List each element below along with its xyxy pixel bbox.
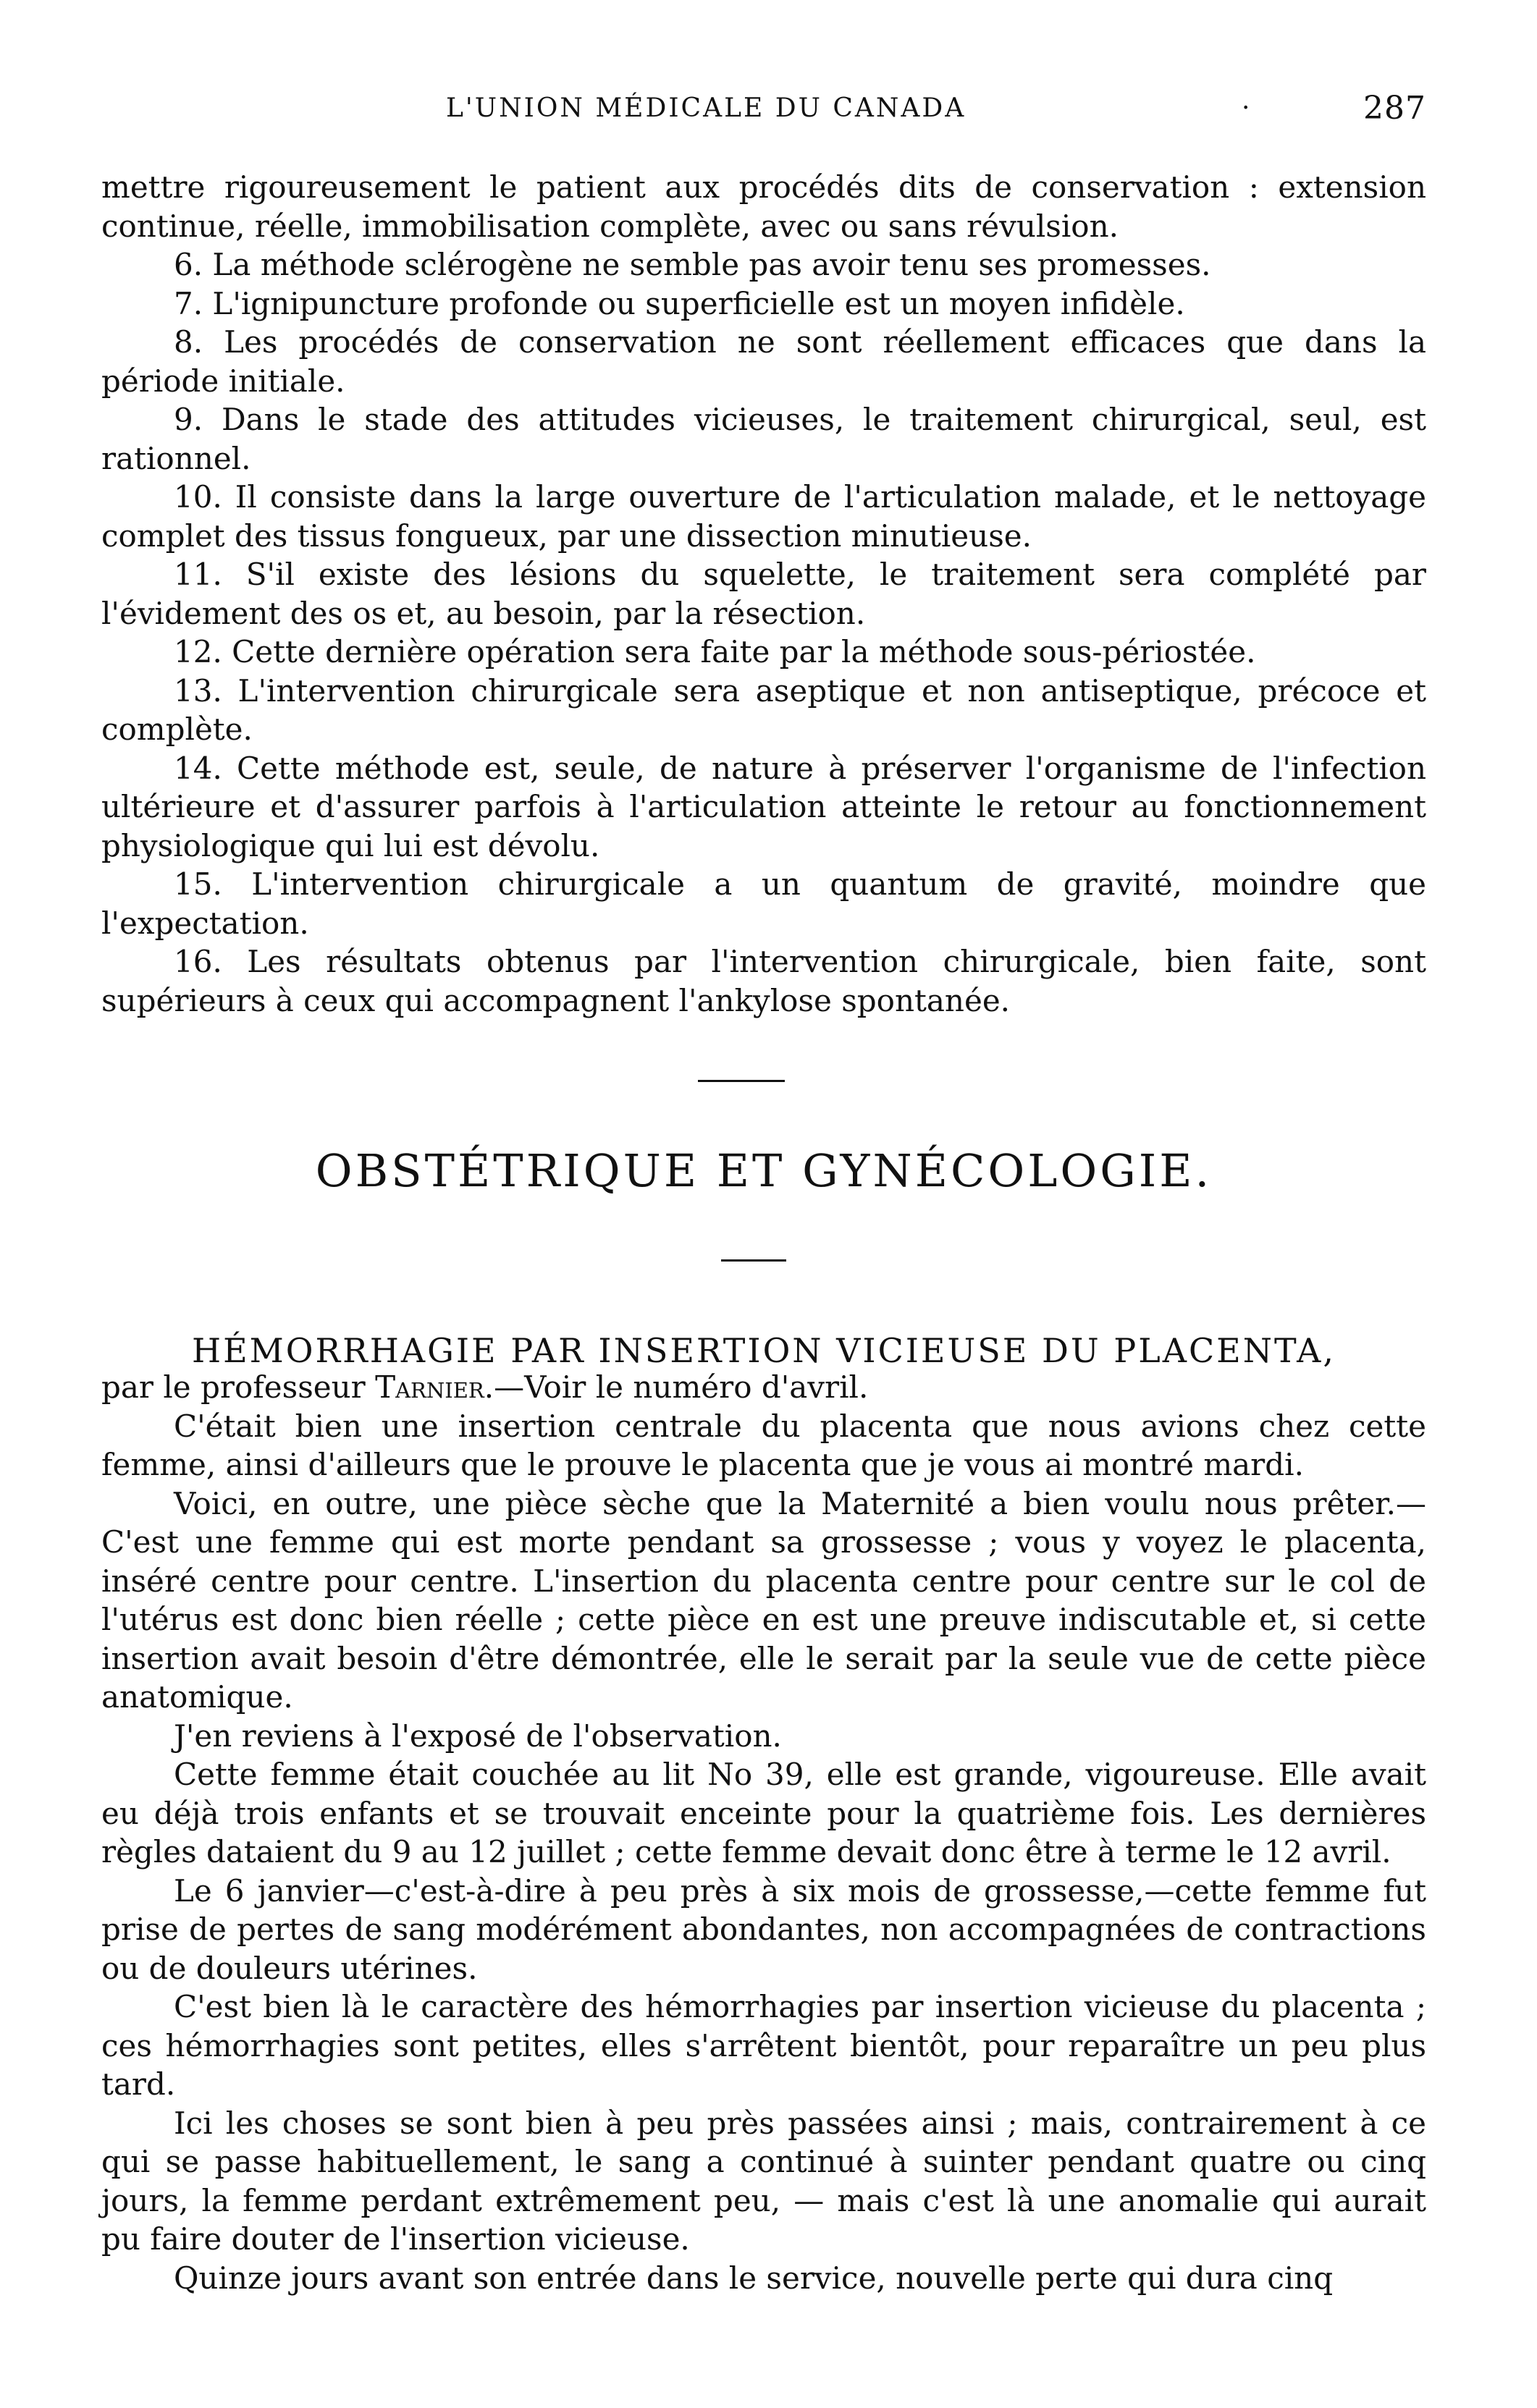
conclusion-item-9: 9. Dans le stade des attitudes vicieuses, le traitement chirurgical, seul, est rationnel. [101,402,1426,476]
paragraph-6: C'est bien là le caractère des hémorrhagies par insertion vicieuse du placenta ; ces hémorrhagies sont petites, elles s'arrêtent bientôt, pour reparaître un peu plus tard. [101,1989,1426,2102]
article-title: HÉMORRHAGIE PAR INSERTION VICIEUSE DU PLACENTA, [191,1331,1336,1370]
conclusion-item-16: 16. Les résultats obtenus par l'intervention chirurgicale, bien faite, sont supérieurs à ceux qui accompagnent l'ankylose spontanée. [101,944,1426,1018]
article-body [101,1368,1426,2297]
conclusion-item-14: 14. Cette méthode est, seule, de nature à préserver l'organisme de l'infection ultérieure et d'assurer parfois à l'articulation atteinte le retour au fonctionnement physiologique qui lui est dévolu. [101,750,1426,863]
byline-prefix: par le professeur [101,1369,366,1405]
paragraph-5: Le 6 janvier—c'est-à-dire à peu près à six mois de grossesse,—cette femme fut prise de pertes de sang modérément abondantes, non accompagnées de contractions ou de douleurs utérines. [101,1872,1426,1986]
paragraph-2: Voici, en outre, une pièce sèche que la Maternité a bien voulu nous prêter.— C'est une femme qui est morte pendant sa grossesse ; vous y voyez le placenta, inséré centre pour centre. L'insertion du placenta centre pour centre sur le col de l'utérus est donc bien réelle ; cette pièce en est une preuve indiscutable et, si cette insertion avait besoin d'être démontrée, elle le serait par la seule vue de cette pièce anatomique. [101,1485,1426,1715]
conclusion-item-13: 13. L'intervention chirurgicale sera aseptique et non antiseptique, précoce et complète. [101,672,1426,747]
journal-title: L'UNION MÉDICALE DU CANADA [446,93,967,123]
section-divider-top [698,1080,785,1082]
section-divider-bottom [721,1259,786,1262]
conclusion-item-6: 6. La méthode sclérogène ne semble pas avoir tenu ses promesses. [174,247,1211,282]
conclusion-item-15: 15. L'intervention chirurgicale a un quantum de gravité, moindre que l'expectation. [101,866,1426,941]
paragraph-4: Cette femme était couchée au lit No 39, elle est grande, vigoureuse. Elle avait eu déjà trois enfants et se trouvait enceinte pour la quatrième fois. Les dernières règles dataient du 9 au 12 juillet ; cette femme devait donc être à terme le 12 avril. [101,1757,1426,1870]
conclusion-item-11: 11. S'il existe des lésions du squelette, le traitement sera complété par l'évidement des os et, au besoin, par la résection. [101,557,1426,631]
paragraph-1: C'était bien une insertion centrale du placenta que nous avions chez cette femme, ainsi d'ailleurs que le prouve le placenta que je vous ai montré mardi. [101,1408,1426,1482]
conclusion-item-12: 12. Cette dernière opération sera faite par la méthode sous-périostée. [174,634,1256,669]
conclusion-intro: mettre rigoureusement le patient aux procédés dits de conservation : extension continue, réelle, immobilisation complète, avec ou sans révulsion. [101,169,1426,244]
conclusion-item-10: 10. Il consiste dans la large ouverture de l'articulation malade, et le nettoyage complet des tissus fongueux, par une dissection minutieuse. [101,479,1426,554]
page-number: 287 [1363,90,1426,127]
header-mark: · [1242,93,1252,123]
article-byline [101,1368,1426,1407]
paragraph-3: J'en reviens à l'exposé de l'observation. [174,1718,782,1754]
paragraph-7: Ici les choses se sont bien à peu près passées ainsi ; mais, contrairement à ce qui se passe habituellement, le sang a continué à suinter pendant quatre ou cinq jours, la femme perdant extrêmement peu, — mais c'est là une anomalie qui aurait pu faire douter de l'insertion vicieuse. [101,2105,1426,2257]
conclusion-item-7: 7. L'ignipuncture profonde ou superficielle est un moyen infidèle. [174,285,1185,321]
conclusions-list [101,168,1426,1020]
conclusion-item-8: 8. Les procédés de conservation ne sont réellement efficaces que dans la période initiale. [101,324,1426,399]
section-title: OBSTÉTRIQUE ET GYNÉCOLOGIE. [315,1144,1213,1197]
byline-author: Tarnier. [375,1369,494,1405]
paragraph-8: Quinze jours avant son entrée dans le service, nouvelle perte qui dura cinq [174,2260,1334,2296]
byline-suffix: —Voir le numéro d'avril. [494,1369,869,1405]
